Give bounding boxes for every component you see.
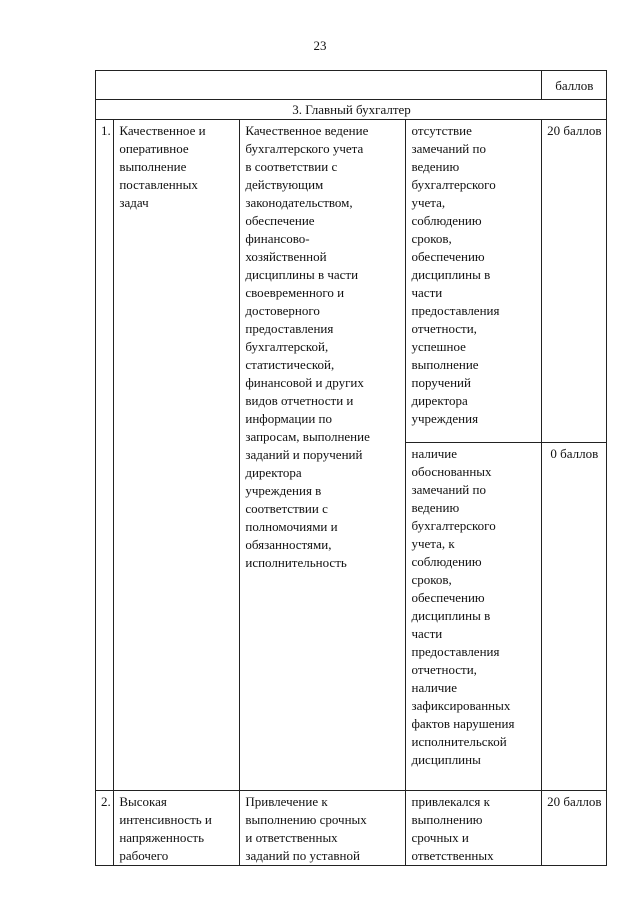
criterion-cell: Высокая интенсивность и напряженность рабочего <box>114 791 240 866</box>
section-row <box>96 100 607 120</box>
description-cell: Качественное ведение бухгалтерского учета в соответствии с действующим законодательством, обеспечение финансово- хозяйственной дисциплины в части своевременного и достоверного предоставления бухгалтерской, статистической, финансовой и других видов отчетности и информации по запросам, выполнение заданий и поручений директора учреждения в соответствии с полномочиями и обязанностями, исполнительность <box>240 120 406 791</box>
criteria-table <box>95 70 607 866</box>
row-number: 2. <box>96 791 114 866</box>
description-cell: Привлечение к выполнению срочных и ответственных заданий по уставной <box>240 791 406 866</box>
row-number: 1. <box>96 120 114 791</box>
condition-cell: привлекался к выполнению срочных и ответственных <box>406 791 541 866</box>
condition-cell: наличие обоснованных замечаний по ведению бухгалтерского учета, к соблюдению сроков, обеспечению дисциплины в части предоставления отчетности, наличие зафиксированных фактов нарушения исполнительской дисциплины <box>406 443 541 791</box>
table-row <box>96 120 607 443</box>
score-cell: 20 баллов <box>541 120 606 443</box>
score-cell: 0 баллов <box>541 443 606 791</box>
header-empty-cell <box>96 71 542 100</box>
page-number: 23 <box>313 38 327 53</box>
criterion-cell: Качественное и оперативное выполнение поставленных задач <box>114 120 240 791</box>
header-score-unit: баллов <box>541 71 606 100</box>
score-cell: 20 баллов <box>541 791 606 866</box>
section-title: 3. Главный бухгалтер <box>96 100 607 120</box>
table-header-row <box>96 71 607 100</box>
condition-cell: отсутствие замечаний по ведению бухгалтерского учета, соблюдению сроков, обеспечению дисциплины в части предоставления отчетности, успешное выполнение поручений директора учреждения <box>406 120 541 443</box>
table-row <box>96 791 607 866</box>
